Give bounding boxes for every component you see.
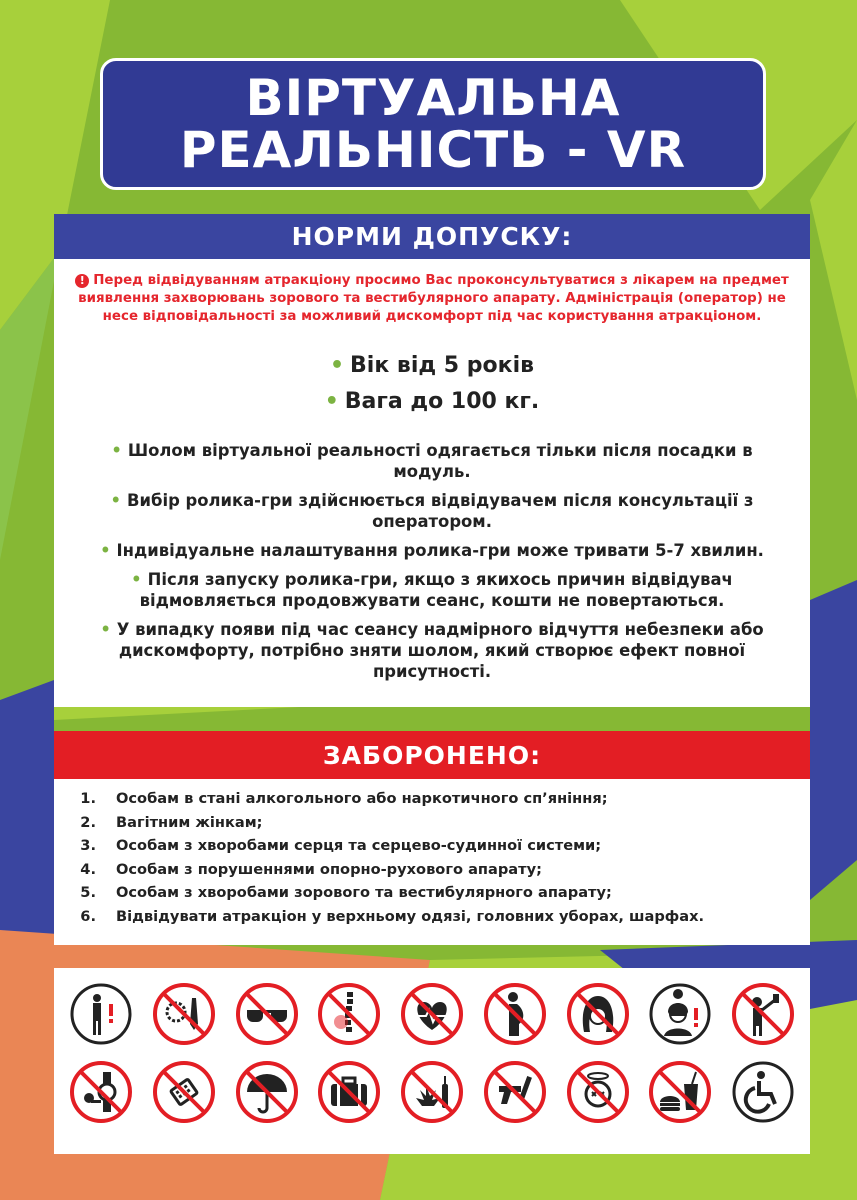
prohibited-heading: ЗАБОРОНЕНО:	[54, 731, 810, 779]
bullet-icon: •	[329, 353, 345, 378]
title-line-1: ВІРТУАЛЬНА	[245, 69, 621, 127]
notes-list	[54, 440, 810, 682]
prohibited-list	[54, 787, 810, 928]
bullet-icon: •	[131, 570, 142, 589]
no-spine-problems-icon	[317, 982, 381, 1046]
list-item: • Після запуску ролика-гри, якщо з якихось причин відвідувач відмовляється продовжувати сеанс, кошти не повертаються.	[131, 570, 733, 610]
no-phone-icon	[152, 1060, 216, 1124]
no-jewelry-tie-icon	[152, 982, 216, 1046]
exclamation-icon: !	[75, 274, 89, 288]
no-bags-icon	[317, 1060, 381, 1124]
warning-text: Перед відвідуванням атракціону просимо Вас проконсультуватися з лікарем на предмет виявлення захворювань зорового та вестибулярного апарату. Адміністрація (оператор) не несе відповідальності за можливий дискомфорт під час користування атракціоном.	[78, 273, 789, 324]
no-glasses-icon	[235, 982, 299, 1046]
list-item: 6. Відвідувати атракціон у верхньому одязі, головних уборах, шарфах.	[80, 907, 705, 925]
bullet-icon: •	[100, 620, 111, 639]
bullet-icon: •	[111, 441, 122, 460]
no-long-hair-icon	[566, 982, 630, 1046]
list-item: • Вибір ролика-гри здійснюється відвідувачем після консультації з оператором.	[110, 491, 754, 531]
title-line-2: РЕАЛЬНІСТЬ - VR	[179, 121, 687, 179]
icon-row-2	[69, 1060, 795, 1124]
bullet-icon: •	[110, 491, 122, 510]
no-pregnant-icon	[483, 982, 547, 1046]
rules-heading: НОРМИ ДОПУСКУ:	[54, 214, 810, 259]
no-weapons-icon	[483, 1060, 547, 1124]
no-umbrella-icon	[235, 1060, 299, 1124]
list-item: 2. Вагітним жінкам;	[80, 813, 263, 831]
no-drugs-alcohol-icon	[400, 1060, 464, 1124]
no-food-drink-icon	[648, 1060, 712, 1124]
requirement-age: • Вік від 5 років	[329, 353, 535, 378]
bullet-icon: •	[100, 541, 111, 560]
no-watch-keys-icon	[69, 1060, 133, 1124]
no-heart-disease-icon	[400, 982, 464, 1046]
warning-notice	[74, 272, 790, 326]
list-item: 3. Особам з хворобами серця та серцево-судинної системи;	[80, 837, 602, 854]
disabled-access-icon	[731, 1060, 795, 1124]
no-selfie-icon	[731, 982, 795, 1046]
requirement-weight: • Вага до 100 кг.	[324, 389, 540, 414]
icon-row-1	[69, 982, 795, 1046]
bullet-icon: •	[324, 389, 339, 414]
list-item: • У випадку появи під час сеансу надмірного відчуття небезпеки або дискомфорту, потрібно зняти шолом, який створює ефект повної присутності.	[100, 620, 764, 681]
prohibited-panel	[54, 731, 810, 945]
prohibition-icons-panel	[54, 968, 810, 1154]
no-drunk-person-icon	[69, 982, 133, 1046]
list-item: 1. Особам в стані алкогольного або наркотичного сп’яніння;	[80, 790, 608, 807]
list-item: • Шолом віртуальної реальності одягається тільки після посадки в модуль.	[111, 441, 753, 481]
list-item: 5. Особам з хворобами зорового та вестибулярного апарату;	[80, 884, 612, 901]
long-hair-tied-icon	[648, 982, 712, 1046]
no-dizziness-icon	[566, 1060, 630, 1124]
admission-rules-panel	[54, 214, 810, 707]
list-item: 4. Особам з порушеннями опорно-рухового апарату;	[80, 860, 542, 878]
list-item: • Індивідуальне налаштування ролика-гри може тривати 5-7 хвилин.	[100, 541, 764, 560]
title-banner	[100, 58, 766, 190]
requirements-list	[54, 348, 810, 420]
